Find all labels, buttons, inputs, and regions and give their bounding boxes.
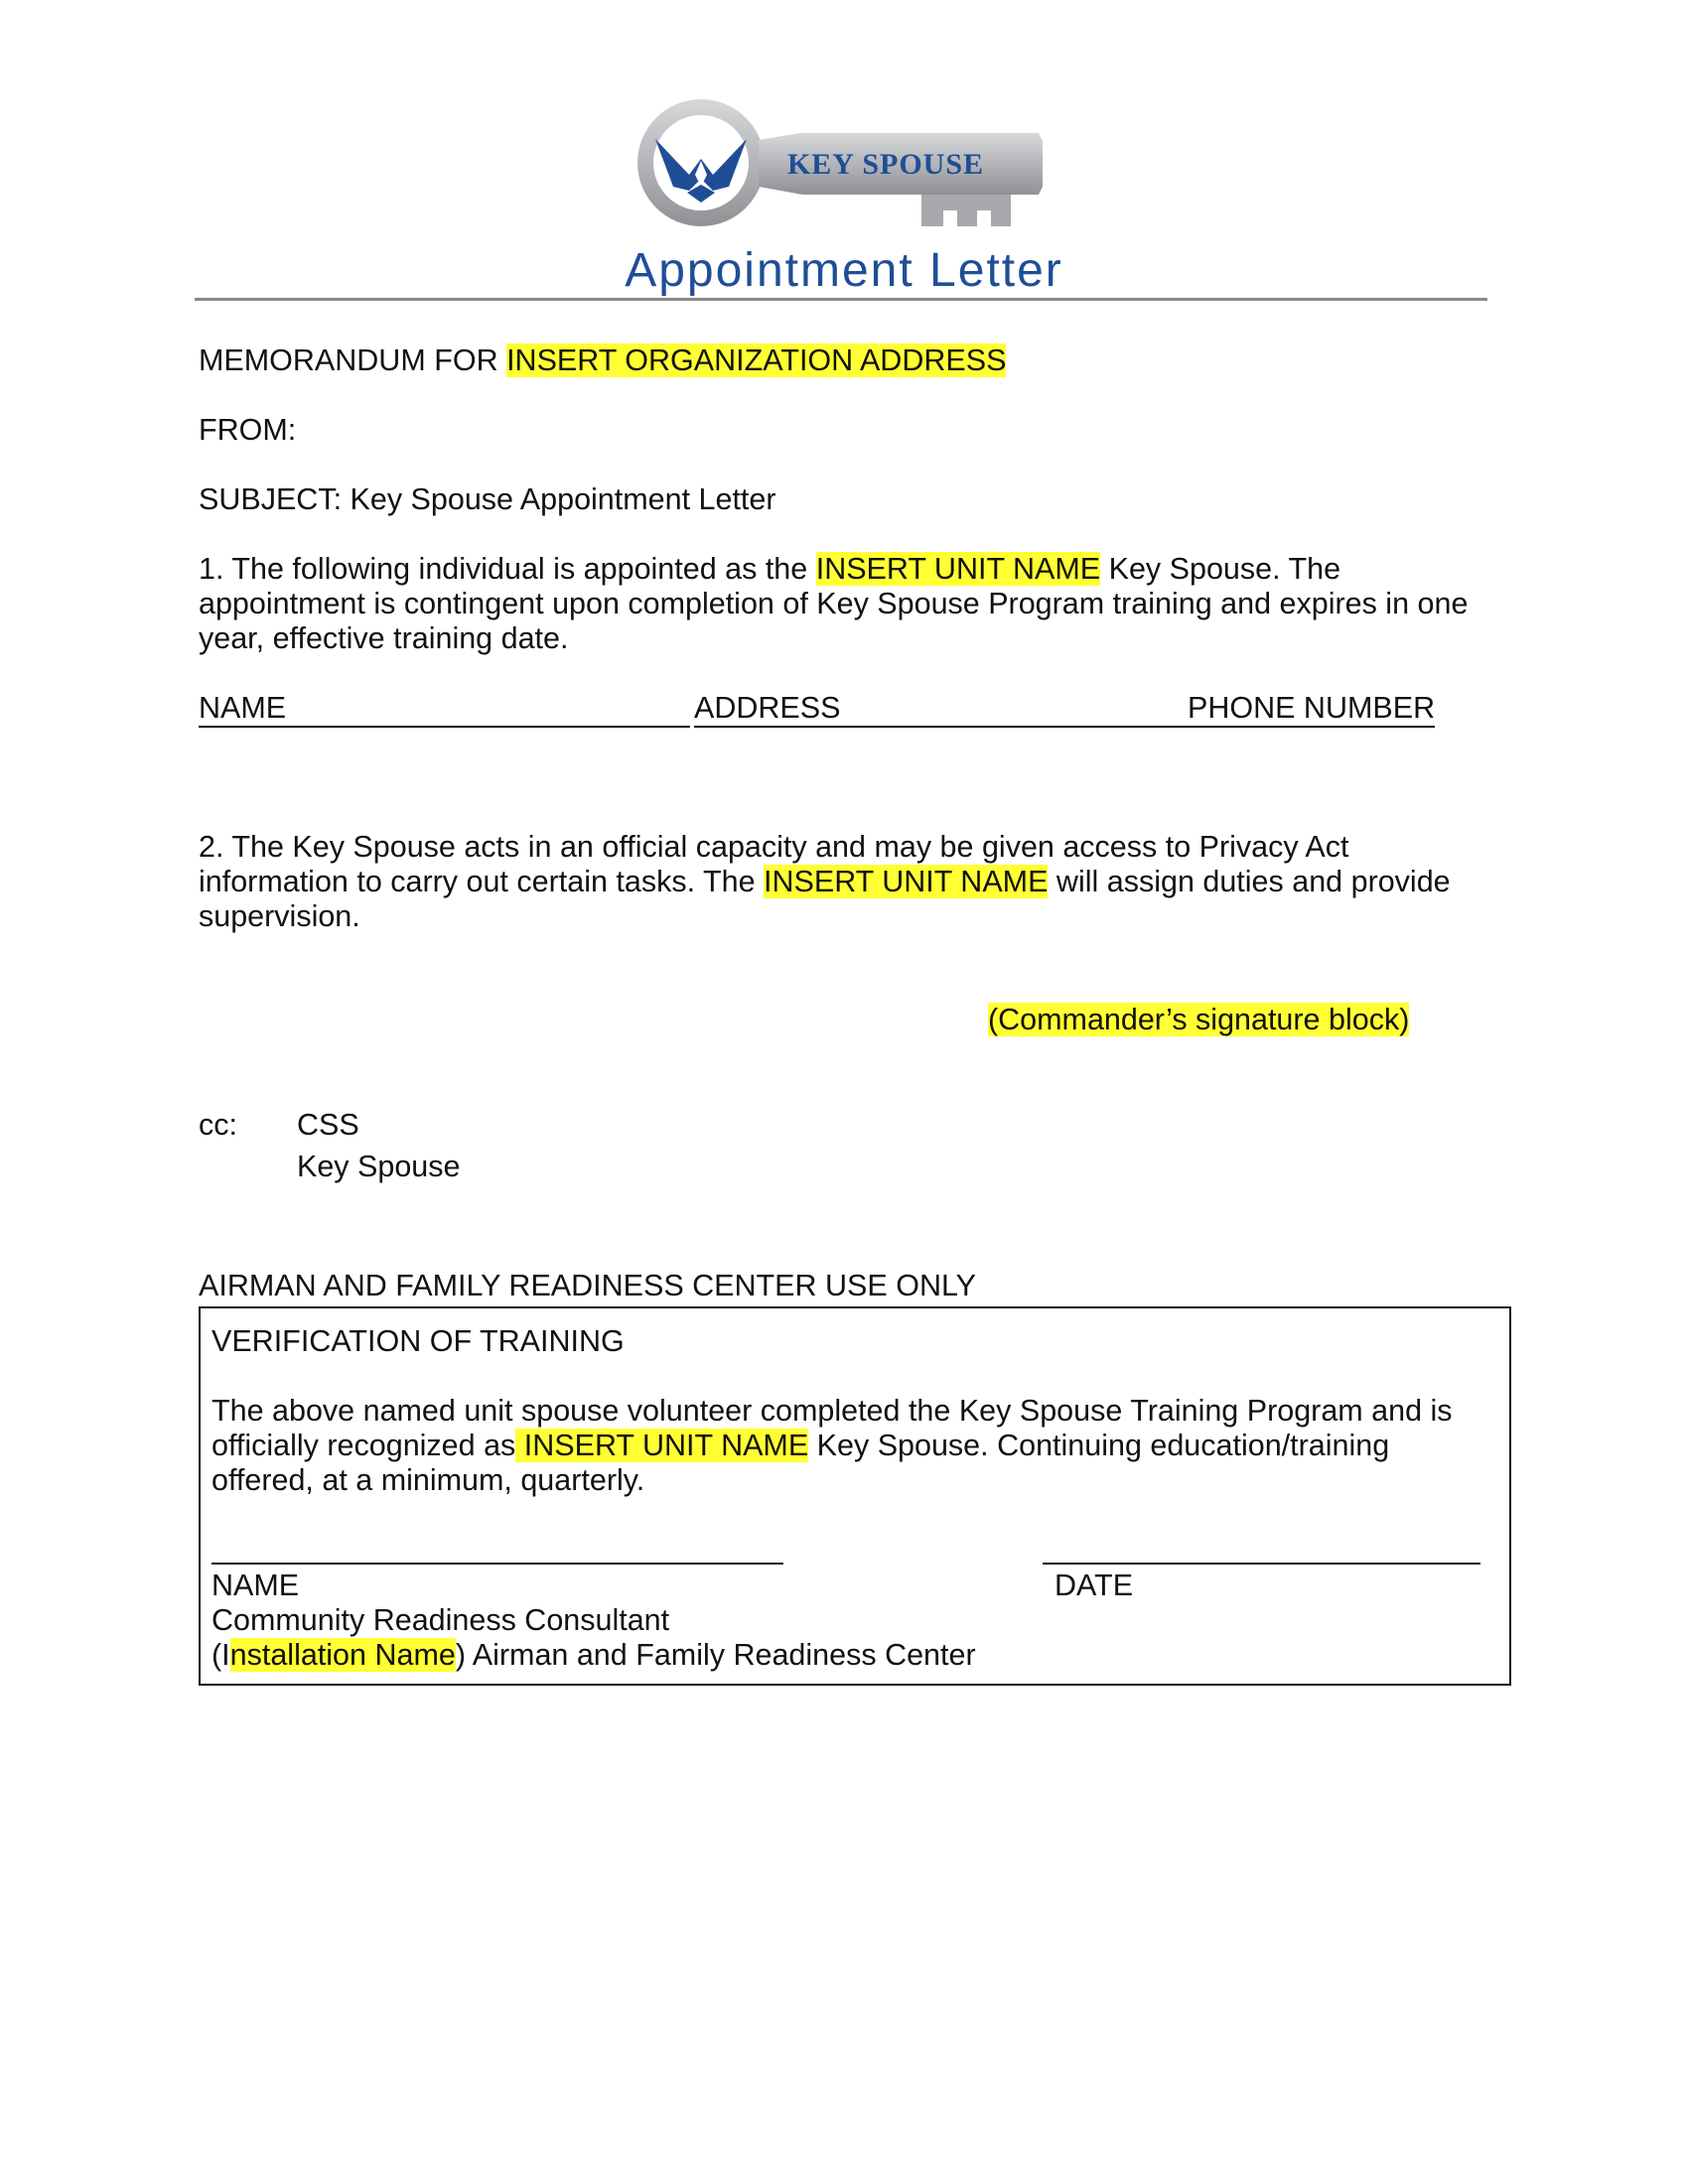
- subject-line: SUBJECT: Key Spouse Appointment Letter: [199, 482, 776, 516]
- verification-line-1: The above named unit spouse volunteer completed the Key Spouse Training Program and is: [211, 1394, 1453, 1428]
- readiness-center-line: [211, 1638, 976, 1673]
- verification-text-a: officially recognized as: [211, 1429, 516, 1462]
- date-signature-line: [1043, 1563, 1480, 1565]
- key-teeth: [921, 195, 1011, 226]
- paragraph-2-text-a: information to carry out certain tasks. The: [199, 865, 765, 898]
- paragraph-2-text-b: will assign duties and provide: [1048, 865, 1451, 898]
- verification-body: [211, 1394, 1453, 1498]
- address-column-label: ADDRESS: [694, 691, 841, 725]
- unit-name-placeholder: INSERT UNIT NAME: [515, 1429, 809, 1462]
- paragraph-2-line-1: 2. The Key Spouse acts in an official capacity and may be given access to Privacy Act: [199, 830, 1349, 864]
- address-column-header: [694, 691, 1188, 728]
- memorandum-label: MEMORANDUM FOR: [199, 343, 507, 377]
- cc-label: cc:: [199, 1108, 237, 1142]
- paragraph-1: [199, 552, 1468, 656]
- phone-column-label: PHONE NUMBER: [1188, 691, 1436, 725]
- cc-recipient: Key Spouse: [297, 1150, 461, 1183]
- title-divider: [195, 298, 1487, 301]
- center-text-b: ) Airman and Family Readiness Center: [455, 1638, 976, 1672]
- logo-text: KEY SPOUSE: [786, 148, 985, 181]
- unit-name-placeholder: INSERT UNIT NAME: [764, 865, 1049, 898]
- commander-signature-block: [988, 1003, 1409, 1037]
- verifier-role: Community Readiness Consultant: [211, 1603, 670, 1637]
- memorandum-line: [199, 343, 1006, 378]
- paragraph-1-line-1: [199, 552, 1468, 587]
- paragraph-1-line-2: appointment is contingent upon completion of Key Spouse Program training and expires in one: [199, 587, 1469, 620]
- name-column-header: [199, 691, 690, 728]
- paragraph-1-text-a: 1. The following individual is appointed as the: [199, 552, 816, 586]
- page-title: Appointment Letter: [625, 244, 1063, 297]
- phone-column-header: [1188, 691, 1435, 728]
- installation-name-placeholder: nstallation Name: [229, 1638, 456, 1672]
- cc-recipient: CSS: [297, 1108, 359, 1142]
- verification-text-b: Key Spouse. Continuing education/training: [808, 1429, 1390, 1462]
- organization-address-placeholder: INSERT ORGANIZATION ADDRESS: [506, 343, 1007, 377]
- paragraph-2-line-3: supervision.: [199, 899, 360, 933]
- key-spouse-logo: [633, 95, 1051, 234]
- verification-line-3: offered, at a minimum, quarterly.: [211, 1463, 645, 1497]
- paragraph-2: [199, 830, 1451, 934]
- unit-name-placeholder: INSERT UNIT NAME: [815, 552, 1101, 586]
- signature-block-placeholder: (Commander’s signature block): [988, 1003, 1410, 1036]
- verifier-name-label: NAME: [211, 1569, 300, 1602]
- afrc-use-only-heading: AIRMAN AND FAMILY READINESS CENTER USE ONLY: [199, 1269, 977, 1302]
- center-text-a: (I: [211, 1638, 230, 1672]
- from-line: FROM:: [199, 413, 297, 447]
- verification-date-label: DATE: [1055, 1569, 1134, 1602]
- verification-line-2: [211, 1429, 1453, 1463]
- verification-title: VERIFICATION OF TRAINING: [211, 1324, 625, 1358]
- paragraph-2-line-2: [199, 865, 1451, 899]
- paragraph-1-text-b: Key Spouse. The: [1100, 552, 1341, 586]
- name-signature-line: [211, 1563, 783, 1565]
- paragraph-1-line-3: year, effective training date.: [199, 621, 569, 655]
- name-column-label: NAME: [199, 691, 287, 725]
